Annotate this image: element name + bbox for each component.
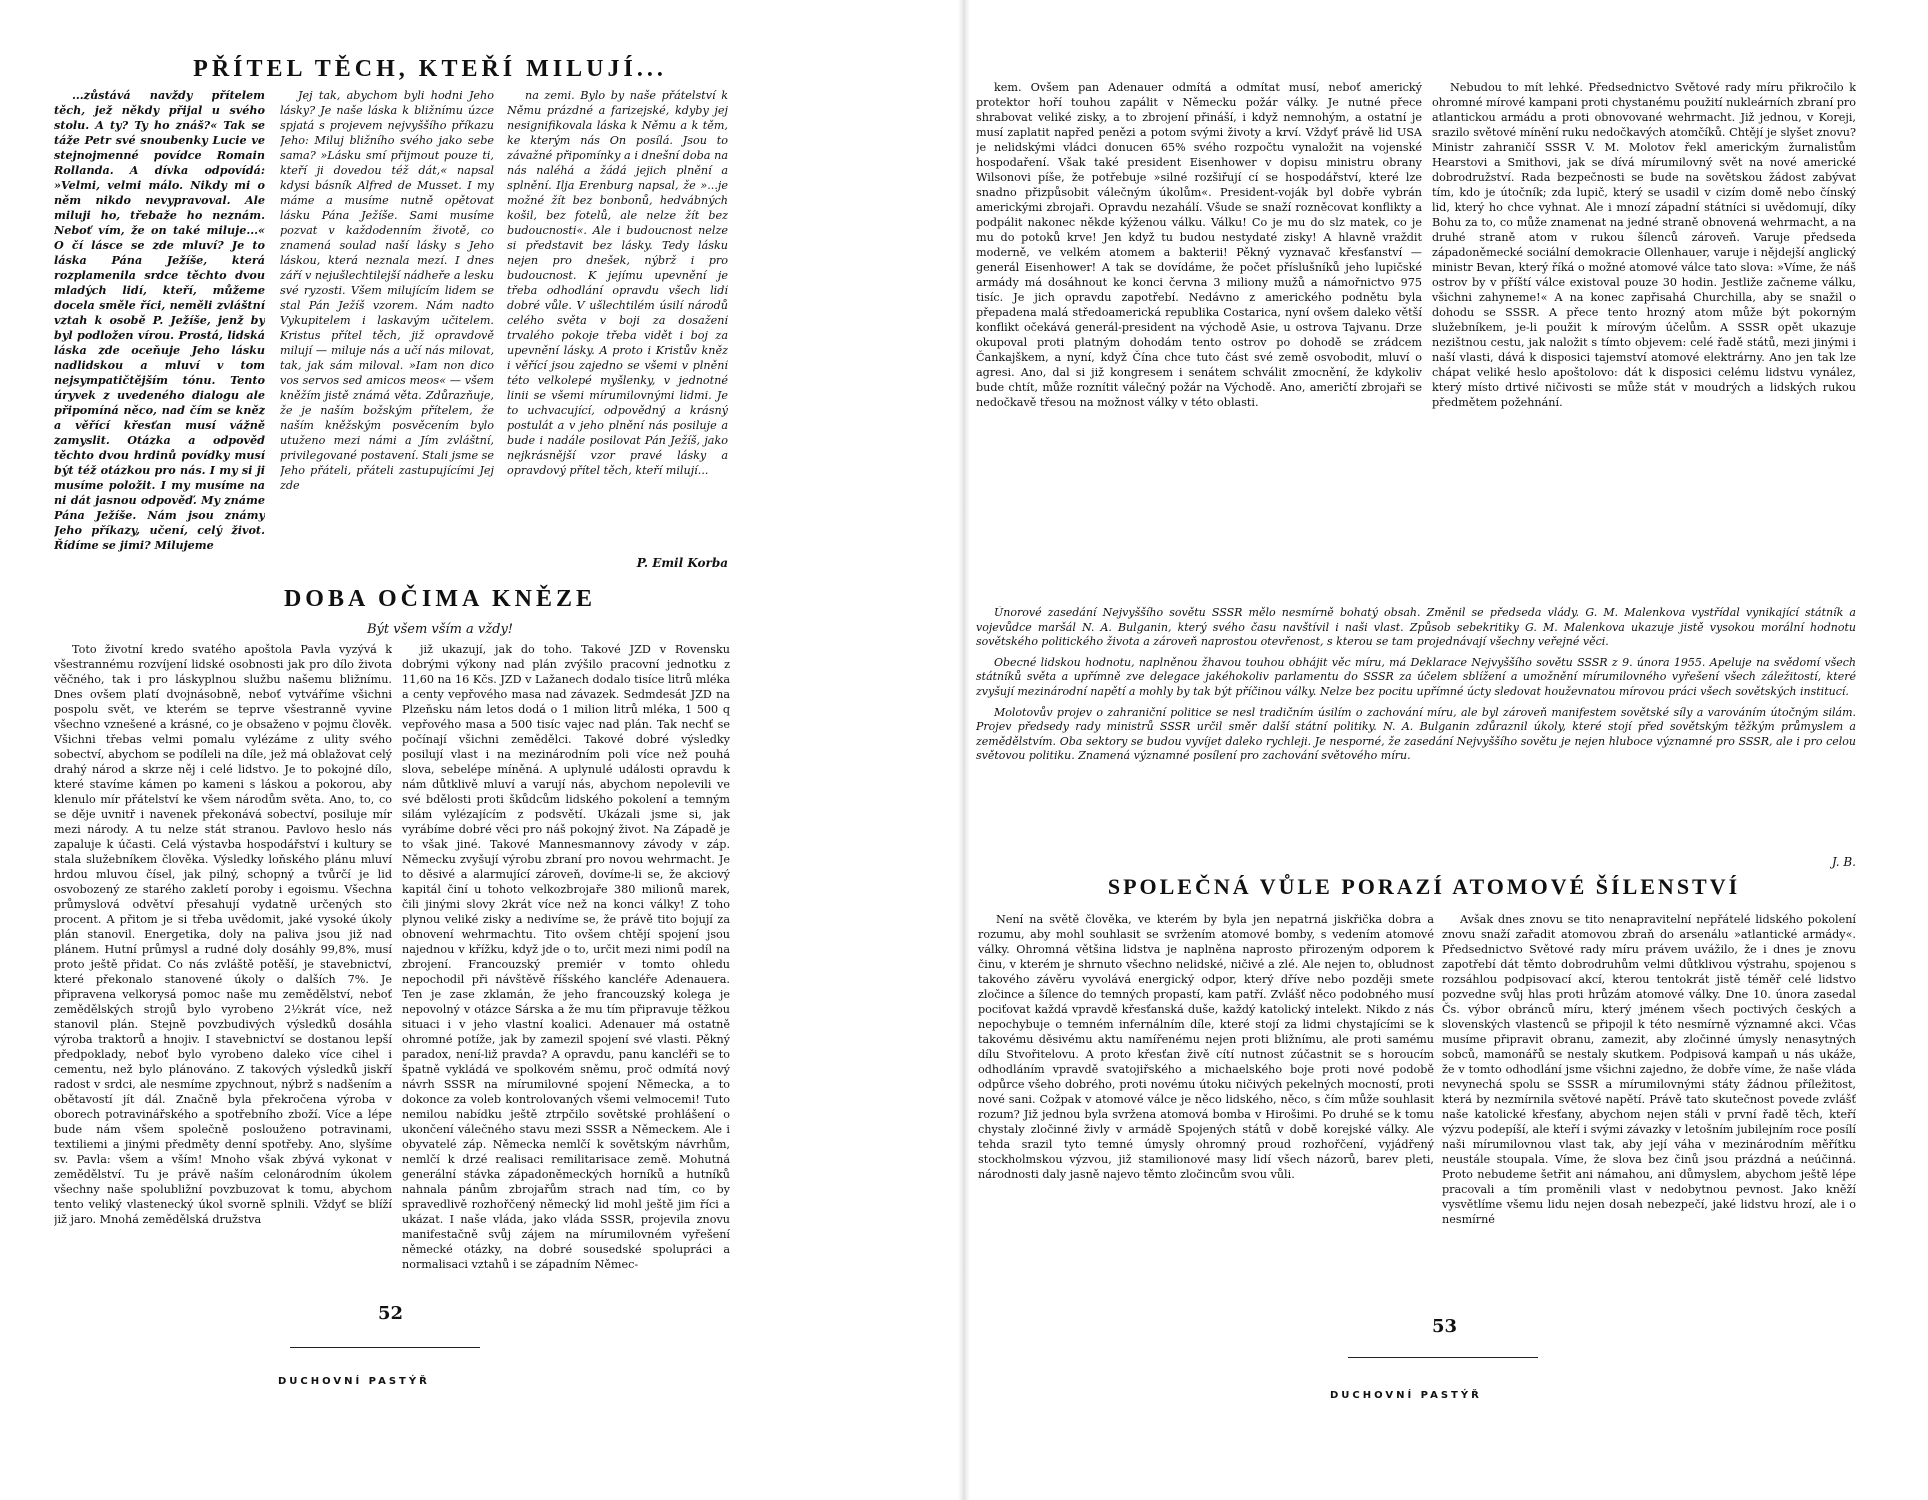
right-page [964,0,1928,1500]
article3-column-1 [978,912,1434,1304]
footer-right: DUCHOVNÍ PASTÝŘ [1330,1390,1482,1401]
page-number-left: 52 [378,1303,404,1324]
article2-column-2 [402,642,730,1292]
article1-column-1 [54,88,265,570]
boxed-paragraph-2: Obecné lidskou hodnotu, naplněnou žhavou touhou obhájit věc míru, má Deklarace Nejvyššího sovětu SSSR z 9. února 1955. Apeluje na svědomí všech státníků světa a upřímně zve delegace jakéhokoliv parlamentu do SSSR za účelem sblížení a umožnění mírumilovného vyřešení všech záležitostí, které zvyšují mezinárodní napětí a mohly by tak být příčinou války. Nelze bez pocitu upřímné úcty sledovat houževnatou mírovou práci všech sovětských institucí. [976,655,1856,698]
article1-col3-text: na zemi. Bylo by naše přátelství k Němu prázdné a farizejské, kdyby jej nesignifikovala láska k Němu a k těm, ke kterým nás On posílá. Jsou to závažné připomínky a i dnešní doba na nás naléhá a žádá jejich plnění a splnění. Ilja Erenburg napsal, že »...je možné žít bez bonbonů, hedvábných košil, bez fotelů, ale nelze žít bez budoucnosti«. Ale i budoucnost nelze si představit bez lásky. Tedy lásku nejen pro dnešek, nýbrž i pro budoucnost. K jejímu upevnění je třeba odhodlání opravdu všech lidí dobré vůle. V ušlechtilém úsilí národů celého světa v boji za dosažení trvalého pokoje třeba vidět i boj za upevnění lásky. A proto i Kristův kněz i věřící jsou zajedno se všemi v plnění této velkolepé myšlenky, v jednotné linii se všemi mírumilovnými lidmi. Je to uchvacující, odpovědný a krásný postulát a v jeho plnění nás posiluje a bude i nadále posilovat Pán Ježíš, jako nejkrásnější vzor pravé lásky a opravdový přítel těch, kteří milují... [507,89,728,477]
article3-col1-text: Není na světě člověka, ve kterém by byla jen nepatrná jiskřička dobra a rozumu, aby mohl souhlasit se svržením atomové bomby, s vedením atomové války. Ohromná většina lidstva je naplněna naprosto přirozeným odporem k činu, v kterém je shrnuto všechno nelidské, ničivé a zlé. Ale nejen to, obludnost takového závěru vyvolává energický odpor, který dříve nebo později smete zločince a šílence do temných propastí, kam patří. Zvlášť něco podobného musí pociťovat každá vpravdě křesťanská duše, každý katolický intelekt. Nikdo z nás nepochybuje o temném infernálním díle, které stojí za lidmi chystajícími se k takovému děsivému aktu namířenému nejen proti bližnímu, ale proti samému dílu Stvořitelovu. A proto křesťan živě cítí nutnost zúčastnit se s horoucím odhodláním vpravdě svatojiřského a michaelského boje proti nové podobě odpůrce všeho dobrého, proti novému útoku ničivých pekelných mocností, proti nové sani. Cožpak v atomové válce je něco lidského, něco, s čím může souhlasit rozum? Již jednou byla svržena atomová bomba v Hirošimi. Po druhé se k tomu chystaly zločinné živly v armádě Spojených států v době korejské války. Ale tehda srazil tyto temné úmysly ohromný proud rozhořčení, vyjádřený stockholmskou výzvou, již stamilionové masy lidí všech názorů, barev pleti, národnosti daly jasně najevo těmto zločincům svou vůli. [978,913,1434,1181]
article2-col1-text: Toto životní kredo svatého apoštola Pavla vyzývá k všestrannému rozvíjení lidské osobnosti jak pro dílo života věčného, tak i pro láskyplnou službu našemu bližnímu. Dnes ovšem platí dvojnásobně, neboť vytváříme všichni pospolu svět, ve kterém se teprve všestranně vyvine všechno vznešené a krásné, co je obsaženo v pojmu člověk. Všichni třebas velmi pomalu vylézáme z ulity svého sobectví, abychom se podíleli na díle, jež má oblažovat celý drahý národ a skrze něj i celé lidstvo. Je to pokojné dílo, které stavíme kámen po kameni s láskou a pokorou, aby klenulo mír přátelství ke všem národům světa. Ano, to, co se děje uvnitř i navenek překonává sobectví, posiluje mír mezi národy. A tu nelze stát stranou. Pavlovo heslo nás zapaluje k účasti. Celá výstavba hospodářství i kultury se stala služebníkem člověka. Výsledky loňského plánu mluví hrdou mluvou čísel, jak pilný, schopný a tvůrčí je lid osvobozený ze starého zakletí poroby i egoismu. Všechna průmyslová odvětví přesahují vydatně určených sto procent. A přitom je si třeba uvědomit, jaké vysoké úkoly plán stanovil. Energetika, doly na paliva jsou již nad plánem. Hutní průmysl a rudné doly dosáhly 99,8%, musí proto ještě přidat. Co nás zvláště potěší, je stavebnictví, které překonalo stanovené úkoly o dalších 7%. Je připravena velkorysá pomoc naše mu zemědělství, neboť zemědělských strojů bylo vyrobeno 2½krát více, než stanovil plán. Stejně povzbudivých výsledků dosáhla výroba traktorů a hnojiv. I stavebnictví se dostanou lepší předpoklady, neboť bylo vyrobeno daleko více cihel i cementu, než bylo plánováno. Z takových výsledků jiskří radost v srdci, ale nesmíme zpychnout, nýbrž s nadšením a obětavostí jít dál. Značně byla překročena výroba v oborech potravinářského a spotřebního zboží. Více a lépe bude nám všem společně poslouženo potravinami, textiliemi a jinými předměty denní spotřeby. Ano, slyšíme sv. Pavla: všem a vším! Mnoho však zbývá vykonat v zemědělství. Tu je právě naším celonárodním úkolem všechny naše spolubližní povzbuzovat k tomu, abychom tento veliký vlastenecký úkol svorně splnili. Vždyť se blíží již jaro. Mnohá zemědělská družstva [54,643,392,1226]
boxed-signature: J. B. [1831,855,1856,869]
footer-rule-right [1348,1357,1538,1358]
right-top-column-1 [976,80,1422,603]
article2-column-1 [54,642,392,1292]
article2-col2-text: již ukazují, jak do toho. Takové JZD v Rovensku dobrými výkony nad plán zvýšilo pracovní jednotku z 11,60 na 16 Kčs. JZD v Lažanech dodalo tisíce litrů mléka a centy vepřového masa nad závazek. Sedmdesát JZD na Plzeňsku nám letos dodá o 1 milion litrů mléka, 1 500 q vepřového masa a 500 tisíc vajec nad plán. Tak nechť se počínají všichni zemědělci. Takové dobré výsledky posilují vlast i na mezinárodním poli více než pouhá slova, sebelépe míněná. A uplynulé události opravdu k nám důtklivě mluví a varují nás, abychom nepolevili ve své bdělosti proti škůdcům lidského pokolení a temným silám vylézajícím z podsvětí. Ukázali jsme si, jak vyrábíme dobré věci pro náš pokojný život. Na Západě je to však jiné. Takové Mannesmannovy závody v záp. Německu zvyšují výrobu zbraní pro novou wehrmacht. Je to děsivé a alarmující zároveň, dovíme-li se, že akciový kapitál činí u tohoto velkozbrojaře 380 milionů marek, čili jinými slovy 2krát více než na konci války! Z toho plynou veliké zisky a nedivíme se, že právě tito bojují za obnovení wehrmachtu. Tito ovšem chtějí spojení jsou najednou v křížku, když jde o to, určit mezi nimi podíl na zbrojení. Francouzský premiér v tomto ohledu nepochodil při návštěvě říšského kancléře Adenauera. Ten je zase zklamán, že jeho francouzský kolega je nepovolný v otázce Sárska a že mu tím připravuje těžkou situaci i v jeho vlastní koalici. Adenauer má ostatně ohromné potíže, jak by zamezil spojení své vlasti. Pěkný paradox, není-liž pravda? A opravdu, panu kancléři se to špatně vykládá ve spolkovém sněmu, proč odmítá nový návrh SSSR na mírumilovné spojení Německa, a to dokonce za voleb kontrolovaných všemi velmocemi! Tuto nemilou nabídku ještě ztrpčilo sovětské prohlášení o ukončení válečného stavu mezi SSSR a Německem. Ale i obyvatelé záp. Německa nemlčí k sovětským návrhům, nemlčí k drzé realisaci remilitarisace země. Mohutná generální stávka západoněmeckých horníků a hutníků nahnala pánům zbrojařům strach nad tím, co by spravedlivě rozhořčený německý lid mohl ještě jim říci a ukázat. I naše vláda, jako vláda SSSR, projevila znovu manifestačně svůj zájem na mírumilovném vyřešení německé otázky, na dobré sousedské spolupráci a normalisaci vztahů i se západním Němec- [402,643,730,1271]
article1-col1-text: ...zůstává navždy přítelem těch, jež někdy přijal u svého stolu. A ty? Ty ho znáš?« Tak se táže Petr své snoubenky Lucie ve stejnojmenné povídce Romain Rollanda. A dívka odpovídá: »Velmi, velmi málo. Nikdy mi o něm nikdo nevypravoval. Ale miluji ho, třebaže ho neznám. Neboť vím, že on také miluje...« O čí lásce se zde mluví? Je to láska Pána Ježíše, která rozplamenila srdce těchto dvou mladých lidí, kteří, můžeme docela směle říci, neměli zvláštní vztah k osobě P. Ježíše, jenž by byl podložen vírou. Prostá, lidská láska zde oceňuje Jeho lásku nadlidskou a mluví v tom nejsympatičtějším tónu. Tento úryvek z uvedeného dialogu ale připomíná něco, nad čím se kněz a věřící křesťan musí vážně zamyslit. Otázka a odpověď těchto dvou hrdinů povídky musí být též otázkou pro nás. I my si ji musíme položit. I my musíme na ni dát jasnou odpověď. My známe Pána Ježíše. Nám jsou známy Jeho příkazy, učení, celý život. Řídíme se jimi? Milujeme [54,88,265,552]
right-top-col2-text: Nebudou to mít lehké. Předsednictvo Světové rady míru přikročilo k ohromné mírové kampani proti chystanému použití nukleárních zbraní pro atlantickou armádu a proti obnovované wehrmacht. Již jednou, v Koreji, srazilo světové mínění ruku nedočkavých atomčíků. Chtějí je slyšet znovu? Ministr zahraničí SSSR V. M. Molotov řekl americkým žurnalistům Hearstovi a Smithovi, jak se dívá mírumilovný svět na nové americké dobrodružství. Rada bezpečnosti se bude na sovětskou žádost zabývat tím, kdo je útočník; zda lupič, který se usadil v cizím domě nebo čínský lid, který ho chce vyhnat. Ale i mnozí západní státníci si uvědomují, díky Bohu za to, co může znamenat na jedné straně obnovená wehrmacht, a na druhé straně atom v rukou šílenců zároveň. Varuje předseda západoněmecké sociální demokracie Ollenhauer, varuje i nějdejší anglický ministr Bevan, který říká o možné atomové válce tato slova: »Víme, že náš ostrov by v příští válce existoval pouze 30 hodin. Jestliže začneme válku, všichni zahyneme!« A na konec zapřisahá Churchilla, aby se snažil o dohodu se SSSR. A přece tento hrozný atom může být pokorným služebníkem, je-li použit k mírovým účelům. A SSSR opět ukazuje nezištnou cestu, jak naložit s tímto objevem: celé řadě států, mezi jinými i naší vlasti, dává k disposici tajemství atomové elektrárny. Ano jen tak lze chápat veliké heslo apoštolovo: dát k disposici celému lidstvu vynález, který místo drtivé ničivosti se může stát v moudrých a lidských rukou předmětem požehnání. [1432,81,1856,409]
article3-col2-text: Avšak dnes znovu se tito nenapravitelní nepřátelé lidského pokolení znovu snaží zařadit atomovou zbraň do arsenálu »atlantické armády«. Předsednictvo Světové rady míru právem uvážilo, že i dnes je znovu zapotřebí dát těmto dobrodruhům velmi důtklivou výstrahu, spojenou s rozsáhlou podpisovací akcí, kterou tentokrát jistě téměř celé lidstvo pozvedne svůj hlas proti hrůzám atomové války. Dne 10. února zasedal Čs. výbor obránců míru, který jménem všech poctivých českých a slovenských vlastenců se připojil k této nesmírně významné akci. Včas musíme připravit obranu, zamezit, aby zločinné úmysly nenasytných sobců, mamonářů se nestaly skutkem. Podpisová kampaň u nás ukáže, že v tomto odhodlání jsme všichni zajedno, že dobře víme, že naše vláda nevynechá spolu se SSSR a mírumilovnými státy žádnou příležitost, která by nezmírnila světové napětí. Právě tato skutečnost povede zvlášť naše katolické křesťany, abychom nejen stáli v první řadě těch, kteří výzvu podepíší, ale kteří i svými závazky v letošním jubilejním roce posílí naši mírumilovnou vlast tak, aby její váha v mezinárodním měřítku neustále stoupala. Víme, že slova bez činů jsou prázdná a neúčinná. Proto nebudeme šetřit ani námahou, ani důmyslem, abychom ještě lépe pracovali a tím proměnili vlast v nedobytnou pevnost. Jako kněží vysvětlíme všemu lidu nejen dosah nebezpečí, jaké lidstvu hrozí, ale i o nesmírné [1442,913,1856,1226]
article-title-pritel: PŘÍTEL TĚCH, KTEŘÍ MILUJÍ... [193,56,667,82]
boxed-paragraph-3: Molotovův projev o zahraniční politice se nesl tradičním úsilím o zachování míru, ale byl zároveň manifestem sovětské síly a varováním útočným silám. Projev předsedy rady ministrů SSSR určil směr další státní politiky. N. A. Bulganin zdůraznil úkoly, které stojí před sovětským těžkým průmyslem a zemědělstvím. Oba sektory se budou vyvíjet daleko rychleji. Je nesporné, že zasedání Nejvyššího sovětu je nejen hluboce významné pro SSSR, ale i pro celou světovou politiku. Znamená významné posílení pro zachování světového míru. [976,705,1856,763]
article-title-doba: DOBA OČIMA KNĚZE [283,586,597,612]
boxed-paragraph-1: Únorové zasedání Nejvyššího sovětu SSSR mělo nesmírně bohatý obsah. Změnil se předseda vlády. G. M. Malenkova vystřídal vynikající státník a vojevůdce maršál N. A. Bulganin, který svého času navštívil i naši vlast. Způsob sebekritiky G. M. Malenkova ukazuje jistě vysokou morální hodnotu sovětského politického života a zároveň naprostou otevřenost, s kterou se tam projednávají všechny veřejné věci. [976,606,1856,649]
page-number-right: 53 [1432,1316,1458,1337]
article1-col2-text: Jej tak, abychom byli hodni Jeho lásky? Je naše láska k bližnímu úzce spjatá s projevem nejvyššího příkazu Jeho: Miluj bližního svého jako sebe sama? »Lásku smí přijmout pouze ti, kteří ji dovedou též dát,« napsal kdysi básník Alfred de Musset. I my máme a musíme nutně opětovat lásku Pána Ježíše. Sami musíme pozvat v každodenním životě, co znamená soulad naší lásky s Jeho láskou, která neznala mezí. I dnes září v nejušlechtilejší nádheře a lesku své ryzosti. Všem milujícím lidem se stal Pán Ježíš vzorem. Nám nadto Vykupitelem i laskavým učitelem. Kristus přítel těch, již opravdově milují — miluje nás a učí nás milovat, tak, jak sám miloval. »Iam non dico vos servos sed amicos meos« — všem kněžím jistě známá věta. Zdůrazňuje, že je naším božským přítelem, že naším kněžským posvěcením bylo utuženo mezi námi a Jím zvláštní, privilegované postavení. Stali jsme se Jeho přáteli, přáteli zastupujícími Jej zde [280,89,494,492]
boxed-commentary [976,606,1856,868]
article1-signature: P. Emil Korba [636,556,728,570]
footer-left: DUCHOVNÍ PASTÝŘ [278,1376,430,1387]
article3-column-2 [1442,912,1856,1304]
footer-rule-left [290,1347,480,1348]
article1-column-3 [507,88,728,555]
article2-subtitle: Být všem vším a vždy! [366,622,514,637]
right-top-col1-text: kem. Ovšem pan Adenauer odmítá a odmítat musí, neboť americký protektor hoří touhou zapálit v Německu požár války. Je nutné přece shrabovat veliké zisky, a to zbrojení přináší, i když nemnohým, a ostatní je musí zaplatit napřed penězi a potom svými životy a krví. Vždyť právě lid USA je nelidskými vládci donucen 65% svého rozpočtu vynaložit na vojenské hospodaření. Však také president Eisenhower v dopisu ministru obrany Wilsonovi píše, že potřebuje »silné rozšiřují cí se hospodářství, které lze snadno přizpůsobit válečným úkolům«. President-voják byl dobře vybrán americkými zbrojaři. Opravdu nezahálí. Všude se snaží rozněcovat konflikty a podpálit nakonec někde kýženou válku. Válku! Co je mu do slz matek, co je mu do potoků krve! Jen když tu budou nestydaté zisky! A hlavně vraždit moderně, ve velkém atomem a bakterii! Pěkný vyznavač křesťanství — generál Eisenhower! A tak se dovídáme, že počet příslušníků jeho lupičské armády má dosáhnout ke konci června 3 miliony mužů a námořnictvo 975 tisíc. Je jich opravdu zapotřebí. Nedávno z amerického podnětu byla přepadena malá středoamerická republika Costarica, nyní ovšem daleko větší konflikt očekává generál-president na východě Asie, u ostrova Tajvanu. Drze okupoval proti platným dohodám tento ostrov po dohodě se zrádcem Čankajškem, a nyní, když Čína chce tuto část své země osvobodit, mluví o agresi. Ano, dal si již kongresem i senátem schválit zmocnění, že kdykoliv bude chtít, může roznítit válečný požár na Východě. Ano, američtí zbrojaři se nedočkavě třesou na možnost války v této oblasti. [976,81,1422,409]
article-title-spolecna: SPOLEČNÁ VŮLE PORAZÍ ATOMOVÉ ŠÍLENSTVÍ [1107,874,1741,899]
article1-column-2 [280,88,494,570]
right-top-column-2 [1432,80,1856,603]
